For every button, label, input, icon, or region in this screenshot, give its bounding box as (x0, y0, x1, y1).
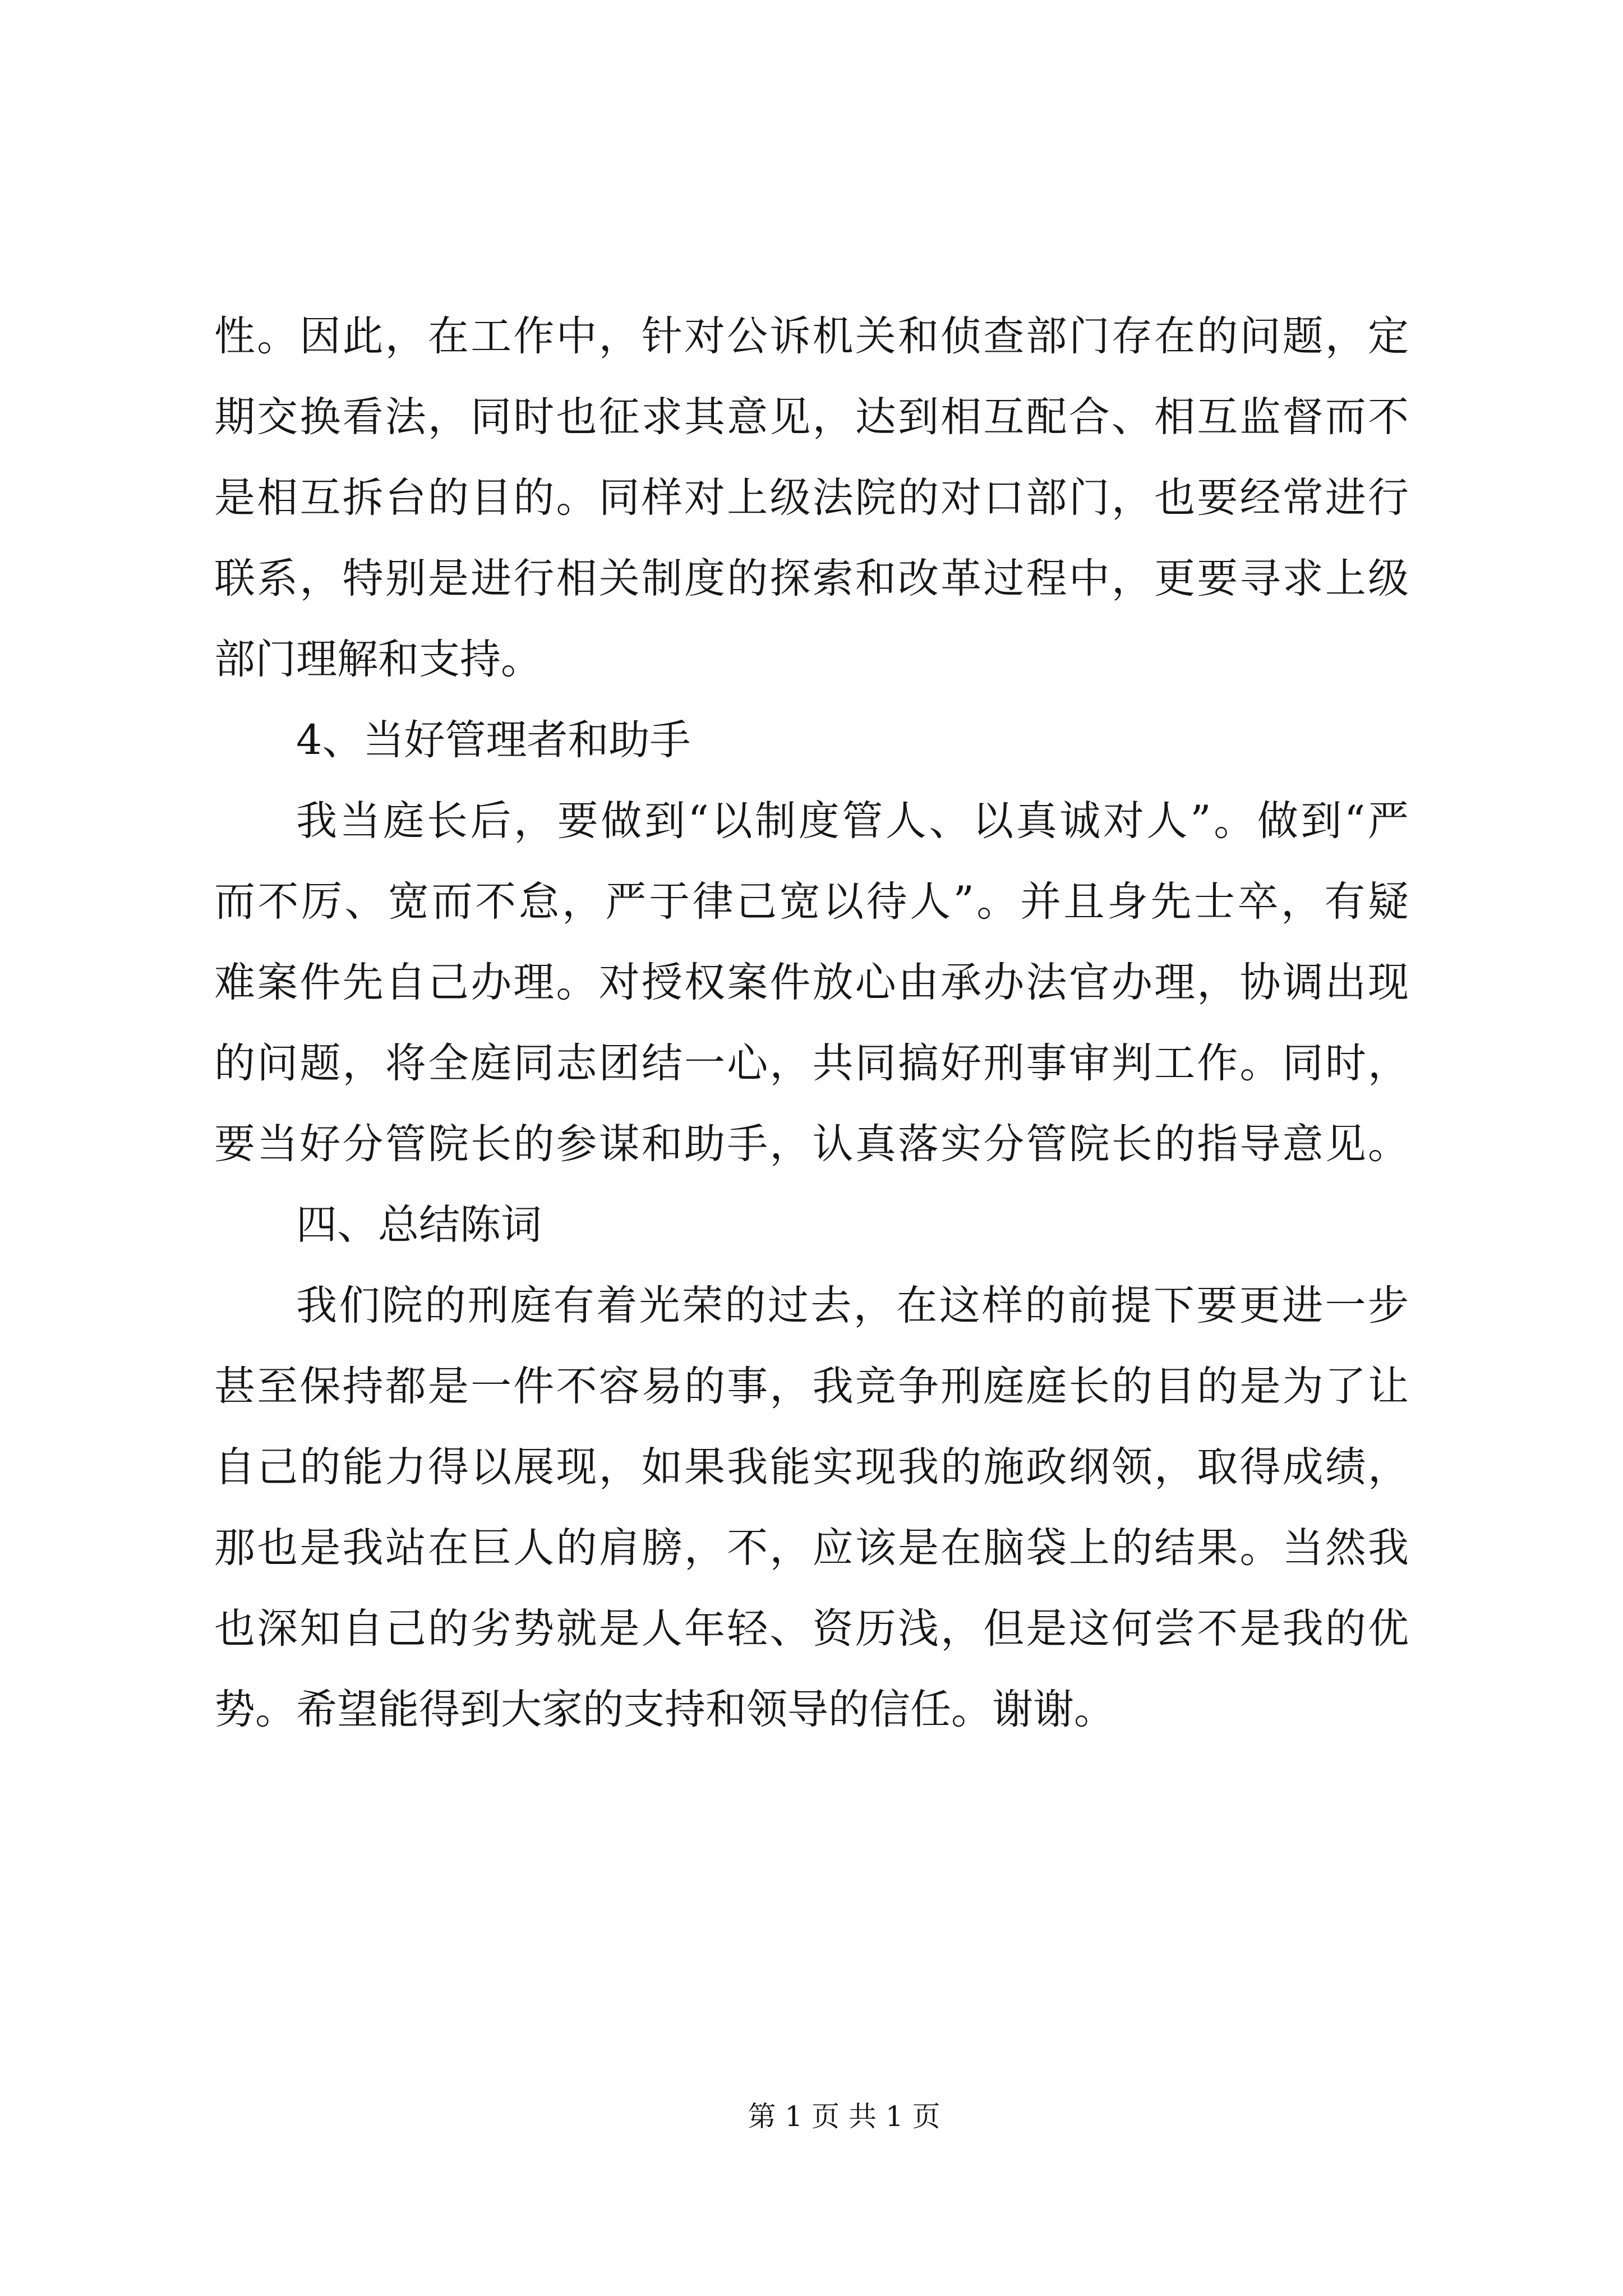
text-line: 那也是我站在巨人的肩膀，不，应该是在脑袋上的结果。当然我 (214, 1524, 1409, 1572)
document-body (214, 296, 1409, 1750)
paragraph (214, 296, 1409, 700)
section-heading (214, 700, 1409, 781)
text-line: 我当庭长后，要做到“以制度管人、以真诚对人”。做到“严 (296, 797, 1409, 845)
page-footer: 第 1 页 共 1 页 (748, 2100, 940, 2133)
text-line: 我们院的刑庭有着光荣的过去，在这样的前提下要更进一步 (296, 1282, 1409, 1329)
paragraph (214, 781, 1409, 1185)
section-heading (214, 1185, 1409, 1266)
text-line: 性。因此，在工作中，针对公诉机关和侦查部门存在的问题，定 (214, 312, 1409, 360)
section-heading-text: 4、当好管理者和助手 (296, 716, 691, 764)
text-line: 部门理解和支持。 (214, 636, 542, 683)
text-line: 是相互拆台的目的。同样对上级法院的对口部门，也要经常进行 (214, 474, 1409, 522)
text-line: 的问题，将全庭同志团结一心，共同搞好刑事审判工作。同时， (214, 1039, 1409, 1087)
paragraph (214, 1266, 1409, 1750)
text-line: 难案件先自己办理。对授权案件放心由承办法官办理，协调出现 (214, 959, 1409, 1006)
text-line: 而不厉、宽而不怠，严于律己宽以待人”。并且身先士卒，有疑 (214, 878, 1409, 926)
text-line: 也深知自己的劣势就是人年轻、资历浅，但是这何尝不是我的优 (214, 1605, 1409, 1653)
text-line: 势。希望能得到大家的支持和领导的信任。谢谢。 (214, 1686, 1115, 1733)
text-line: 要当好分管院长的参谋和助手，认真落实分管院长的指导意见。 (214, 1120, 1409, 1168)
text-line: 甚至保持都是一件不容易的事，我竞争刑庭庭长的目的是为了让 (214, 1363, 1409, 1410)
text-line: 联系，特别是进行相关制度的探索和改革过程中，更要寻求上级 (214, 555, 1409, 602)
text-line: 期交换看法，同时也征求其意见，达到相互配合、相互监督而不 (214, 393, 1409, 441)
section-heading-text: 四、总结陈词 (296, 1201, 542, 1249)
text-line: 自己的能力得以展现，如果我能实现我的施政纲领，取得成绩， (214, 1443, 1409, 1491)
